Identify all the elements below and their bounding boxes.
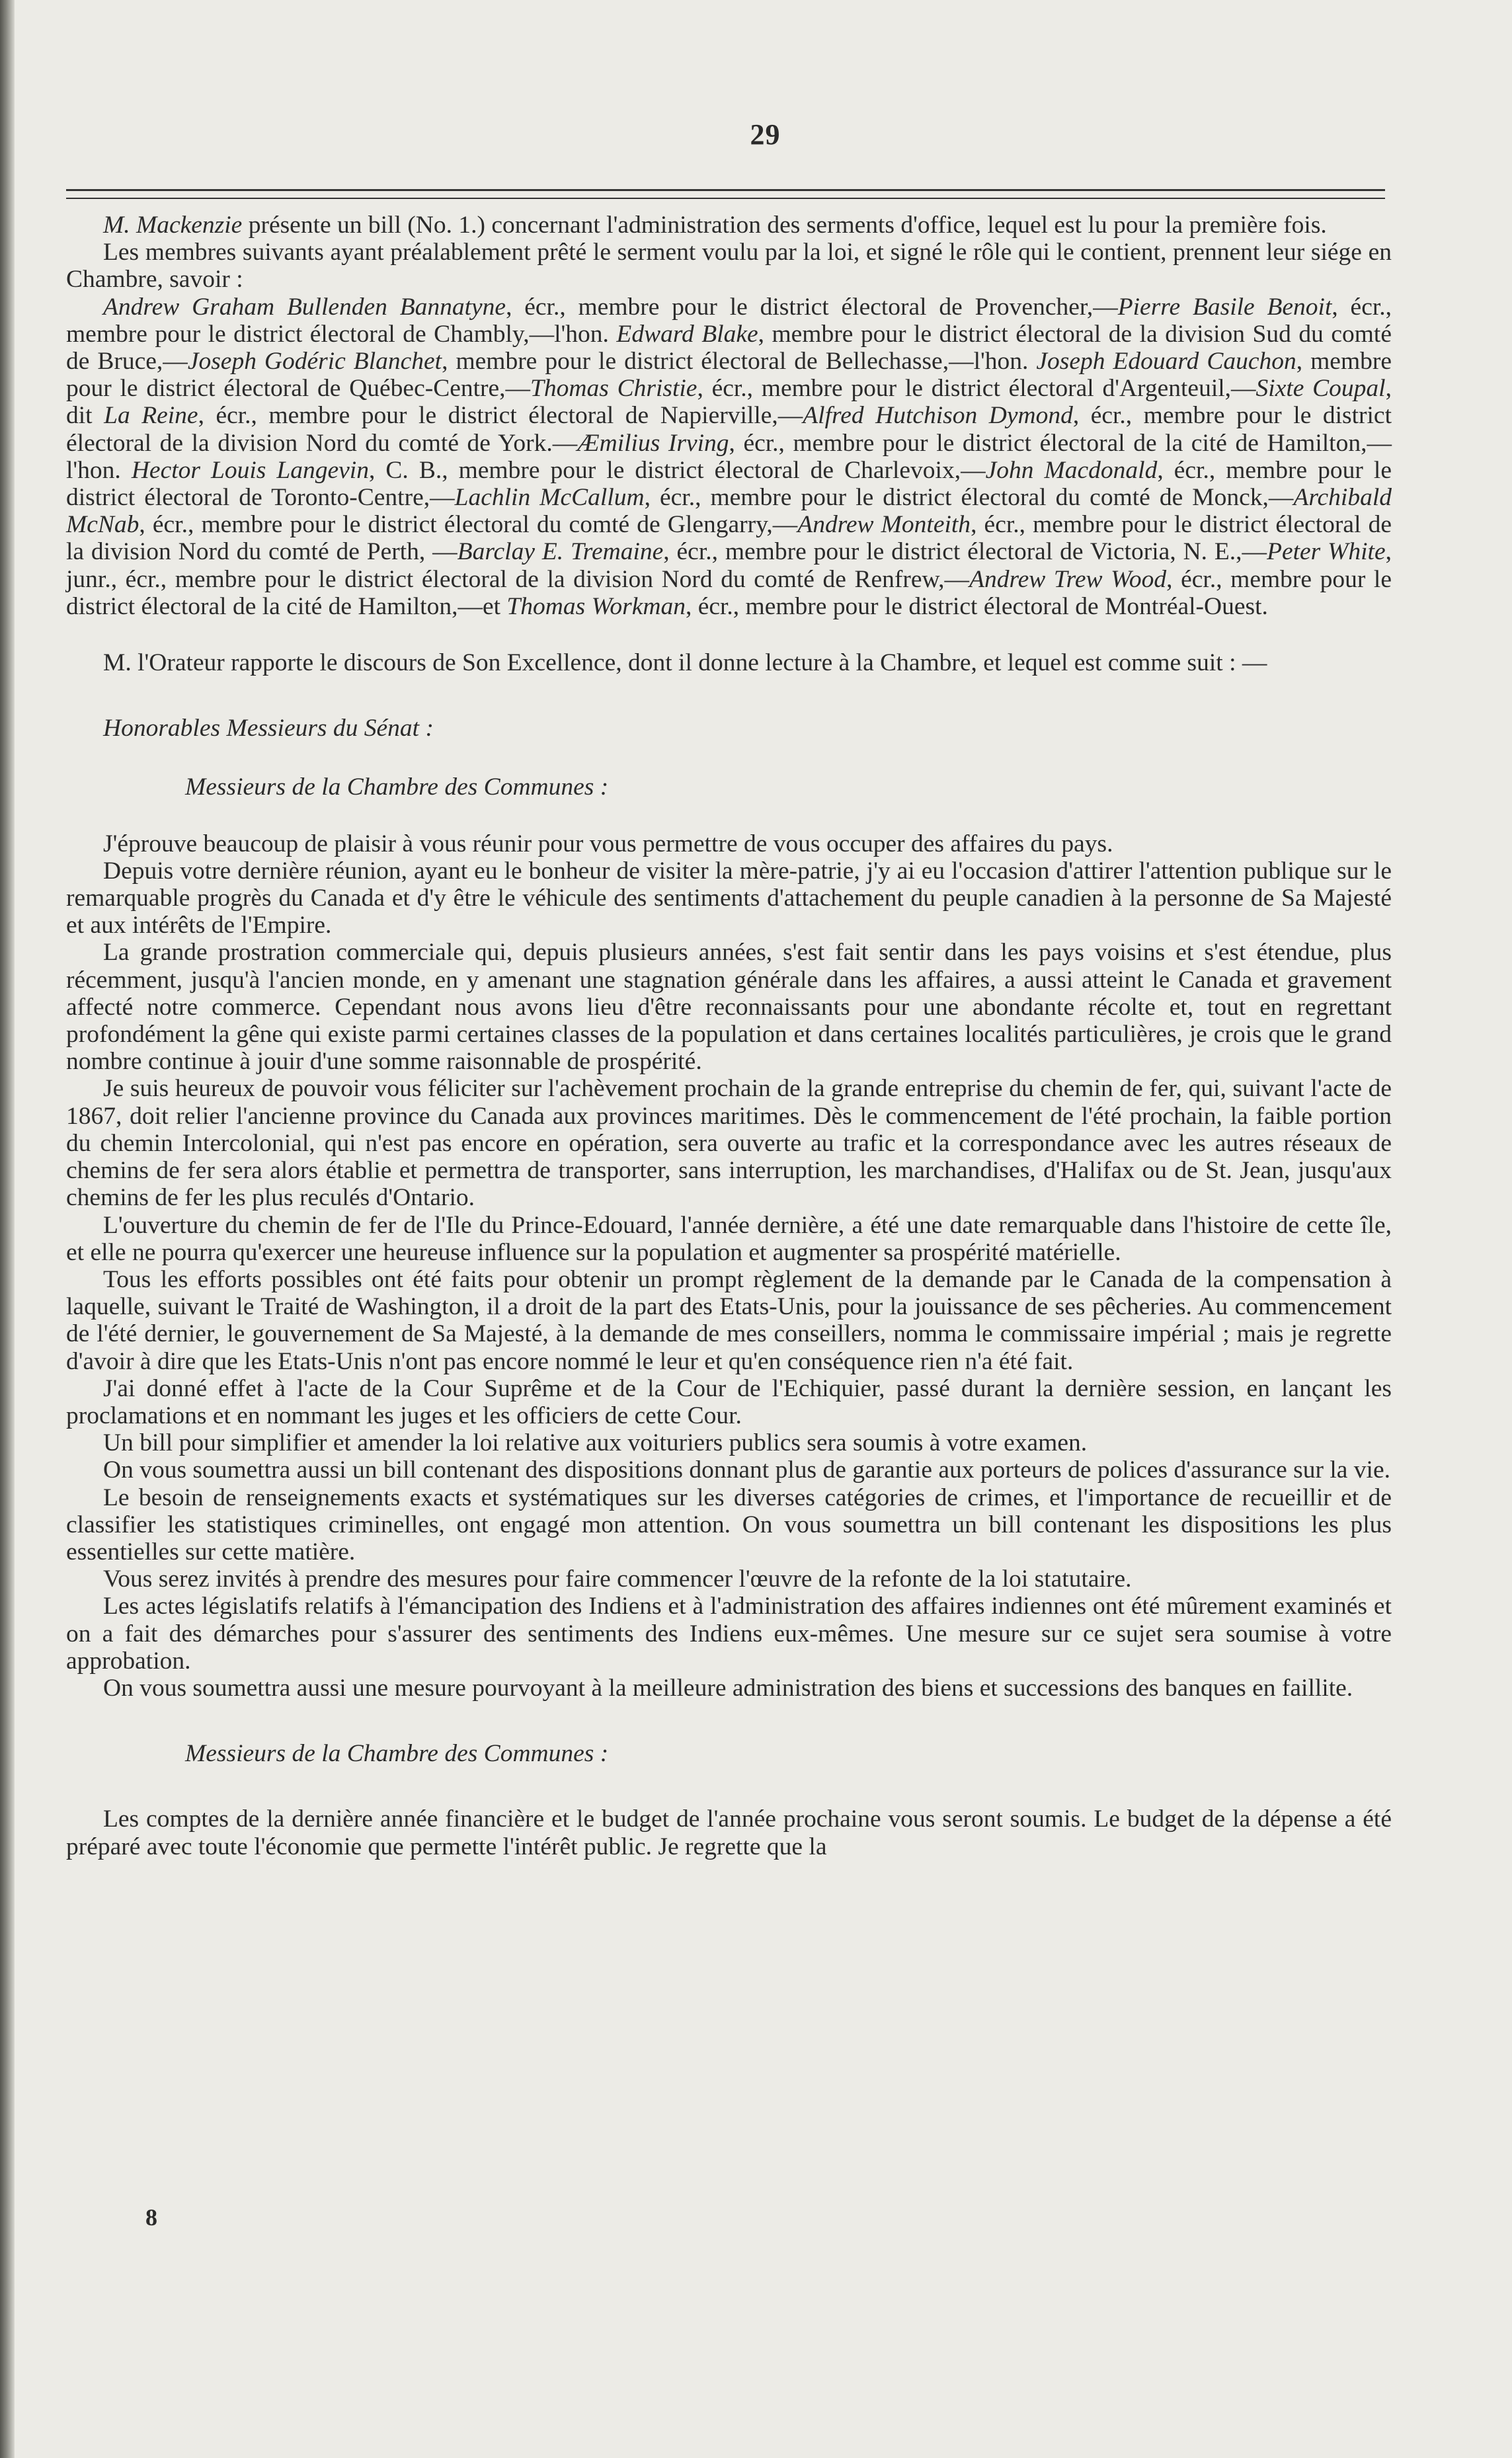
member-name: Archibald McNab (66, 484, 1392, 539)
member-name: Barclay E. Tremaine (457, 538, 664, 566)
throne-speech (66, 830, 1392, 1702)
member-description: , écr., membre pour le district électoral de la cité de Hamilton,—et (66, 565, 1392, 620)
member-name: Andrew Monteith (797, 511, 971, 539)
salutation-commons-second: Messieurs de la Chambre des Communes : (185, 1740, 609, 1768)
member-description: , écr., membre pour le district électoral du comté de Monck,— (644, 484, 1294, 512)
member-name: Joseph Godéric Blanchet (187, 348, 442, 376)
member-description: , écr., membre pour le district électoral de Chambly,—l'hon. (66, 293, 1392, 348)
member-name: Sixte Coupal (1255, 375, 1386, 403)
member-name: Alfred Hutchison Dymond (803, 402, 1073, 430)
member-description: , C. B., membre pour le district électoral de Charlevoix,— (368, 456, 986, 484)
member-description: , écr., membre pour le district électoral de Napierville,— (198, 402, 803, 430)
speech-paragraph: L'ouverture du chemin de fer de l'Ile du Prince-Edouard, l'année dernière, a été une date remarquable dans l'histoire de cette île, et elle ne pourra qu'exercer une heureuse influence sur la population et augmenter sa prospérité matérielle. (66, 1211, 1392, 1266)
speech-paragraph: Vous serez invités à prendre des mesures pour faire commencer l'œuvre de la refonte de la loi statutaire. (103, 1566, 1132, 1593)
member-description: , écr., membre pour le district électoral de la cité de Hamilton,—l'hon. (66, 429, 1392, 484)
member-description: , membre pour le district électoral de Québec-Centre,— (66, 348, 1392, 403)
member-description: , écr., membre pour le district électoral de Montréal-Ouest. (685, 592, 1268, 620)
speech-paragraph: Le besoin de renseignements exacts et systématiques sur les diverses catégories de crimes, et l'importance de recueillir et de classifier les statistiques criminelles, ont engagé mon attention. On vous soumettra un bill contenant les dispositions les plus essentielles sur cette matière. (66, 1484, 1392, 1566)
member-name: Thomas Workman (506, 592, 686, 620)
member-description: , dit (66, 375, 1392, 430)
member-description: , junr., écr., membre pour le district électoral de la division Nord du comté de Renfrew,— (66, 538, 1392, 593)
member-name: Pierre Basile Benoit (1117, 293, 1332, 321)
speech-paragraph: J'ai donné effet à l'acte de la Cour Suprême et de la Cour de l'Echiquier, passé durant la dernière session, en lançant les proclamations et en nommant les juges et les officiers de cette Cour. (66, 1374, 1392, 1429)
member-description: , écr., membre pour le district électoral d'Argenteuil,— (697, 375, 1256, 403)
member-name: John Macdonald (985, 456, 1158, 484)
member-name: Joseph Edouard Cauchon (1036, 348, 1296, 376)
speaker-report: M. l'Orateur rapporte le discours de Son Excellence, dont il donne lecture à la Chambre, et lequel est comme suit : — (103, 649, 1267, 677)
speech-paragraph: Les actes législatifs relatifs à l'émancipation des Indiens et à l'administration des affaires indiennes ont été mûrement examinés et on a fait des démarches pour s'assurer des sentiments des Indiens eux-mêmes. Une mesure sur ce sujet sera soumise à votre approbation. (66, 1593, 1392, 1675)
member-description: , membre pour le district électoral de Bellechasse,—l'hon. (442, 348, 1037, 376)
closing-paragraph: Les comptes de la dernière année financière et le budget de l'année prochaine vous seront soumis. Le budget de la dépense a été préparé avec toute l'économie que permette l'intérêt public. Je regrette que la (66, 1805, 1392, 1860)
member-description: , écr., membre pour le district électoral de Toronto-Centre,— (66, 456, 1392, 512)
journal-page (40, 0, 1491, 2458)
member-description: , écr., membre pour le district électoral de la division Nord du comté de York.— (66, 402, 1392, 457)
member-description: , écr., membre pour le district électoral du comté de Glengarry,— (139, 511, 798, 539)
oath-paragraph: Les membres suivants ayant préalablement prêté le serment voulu par la loi, et signé le rôle qui le contient, prennent leur siége en Chambre, savoir : (66, 239, 1392, 294)
salutation-commons: Messieurs de la Chambre des Communes : (185, 773, 609, 801)
signature-mark: 8 (145, 2204, 157, 2231)
scan-binding-edge (0, 0, 15, 2458)
member-description: , écr., membre pour le district électoral de Provencher,— (506, 293, 1118, 321)
mover-name: M. Mackenzie (103, 212, 243, 239)
member-name: La Reine (104, 402, 198, 430)
speech-paragraph: Tous les efforts possibles ont été faits pour obtenir un prompt règlement de la demande par le Canada de la compensation à laquelle, suivant le Traité de Washington, il a droit de la part des Etats-Unis, pour la jouissance de ses pêcheries. Au commencement de l'été dernier, le gouvernement de Sa Majesté, à la demande de mes conseillers, nomma le commissaire impérial ; mais je regrette d'avoir à dire que les Etats-Unis n'ont pas encore nommé le leur et qu'en conséquence rien n'a été fait. (66, 1265, 1392, 1375)
member-name: Edward Blake (616, 320, 758, 348)
member-name: Peter White (1267, 538, 1386, 566)
text-column (66, 212, 1392, 1860)
speech-paragraph: On vous soumettra aussi une mesure pourvoyant à la meilleure administration des biens et successions des banques en faillite. (103, 1674, 1353, 1702)
member-name: Hector Louis Langevin (131, 456, 369, 484)
speech-paragraph: Depuis votre dernière réunion, ayant eu le bonheur de visiter la mère-patrie, j'y ai eu l'occasion d'attirer l'attention publique sur le remarquable progrès du Canada et d'y être le véhicule des sentiments d'attachement du peuple canadien à la personne de Sa Majesté et aux intérêts de l'Empire. (66, 857, 1392, 939)
bill-paragraph (66, 212, 1392, 239)
members-list-paragraph (66, 294, 1392, 620)
member-name: Andrew Graham Bullenden Bannatyne (103, 293, 506, 321)
salutation-senate: Honorables Messieurs du Sénat : (103, 715, 434, 742)
speech-paragraph: Un bill pour simplifier et amender la loi relative aux voituriers publics sera soumis à votre examen. (103, 1429, 1088, 1457)
bill-text: présente un bill (No. 1.) concernant l'administration des serments d'office, lequel est lu pour la première fois. (242, 212, 1327, 239)
member-name: Thomas Christie (530, 375, 697, 403)
speech-paragraph: J'éprouve beaucoup de plaisir à vous réunir pour vous permettre de vous occuper des affaires du pays. (103, 830, 1113, 857)
speech-paragraph: La grande prostration commerciale qui, depuis plusieurs années, s'est fait sentir dans les pays voisins et s'est étendue, plus récemment, jusqu'à l'ancien monde, en y amenant une stagnation générale dans les affaires, a aussi atteint le Canada et gravement affecté notre commerce. Cependant nous avons lieu d'être reconnaissants pour une abondante récolte et, tout en regrettant profondément la gêne qui existe parmi certaines classes de la population et dans certaines localités particulières, je crois que le grand nombre continue à jouir d'une somme raisonnable de prospérité. (66, 939, 1392, 1076)
member-description: , membre pour le district électoral de la division Sud du comté de Bruce,— (66, 320, 1392, 376)
speech-paragraph: Je suis heureux de pouvoir vous féliciter sur l'achèvement prochain de la grande entreprise du chemin de fer, qui, suivant l'acte de 1867, doit relier l'ancienne province du Canada aux provinces maritimes. Dès le commencement de l'été prochain, la faible portion du chemin Intercolonial, qui n'est pas encore en opération, sera ouverte au trafic et la correspondance avec les autres réseaux de chemins de fer sera alors établie et permettra de transporter, sans interruption, les marchandises, d'Halifax ou de St. Jean, jusqu'aux chemins de fer les plus reculés d'Ontario. (66, 1075, 1392, 1212)
page-number: 29 (750, 118, 781, 151)
header-double-rule (66, 189, 1385, 199)
member-name: Lachlin McCallum (454, 484, 645, 512)
member-description: , écr., membre pour le district électoral de Victoria, N. E.,— (663, 538, 1267, 566)
speech-paragraph: On vous soumettra aussi un bill contenant des dispositions donnant plus de garantie aux porteurs de polices d'assurance sur la vie. (103, 1456, 1390, 1484)
member-name: Æmilius Irving (577, 429, 729, 457)
member-name: Andrew Trew Wood (969, 565, 1167, 593)
member-description: , écr., membre pour le district électoral de la division Nord du comté de Perth, — (66, 511, 1392, 566)
